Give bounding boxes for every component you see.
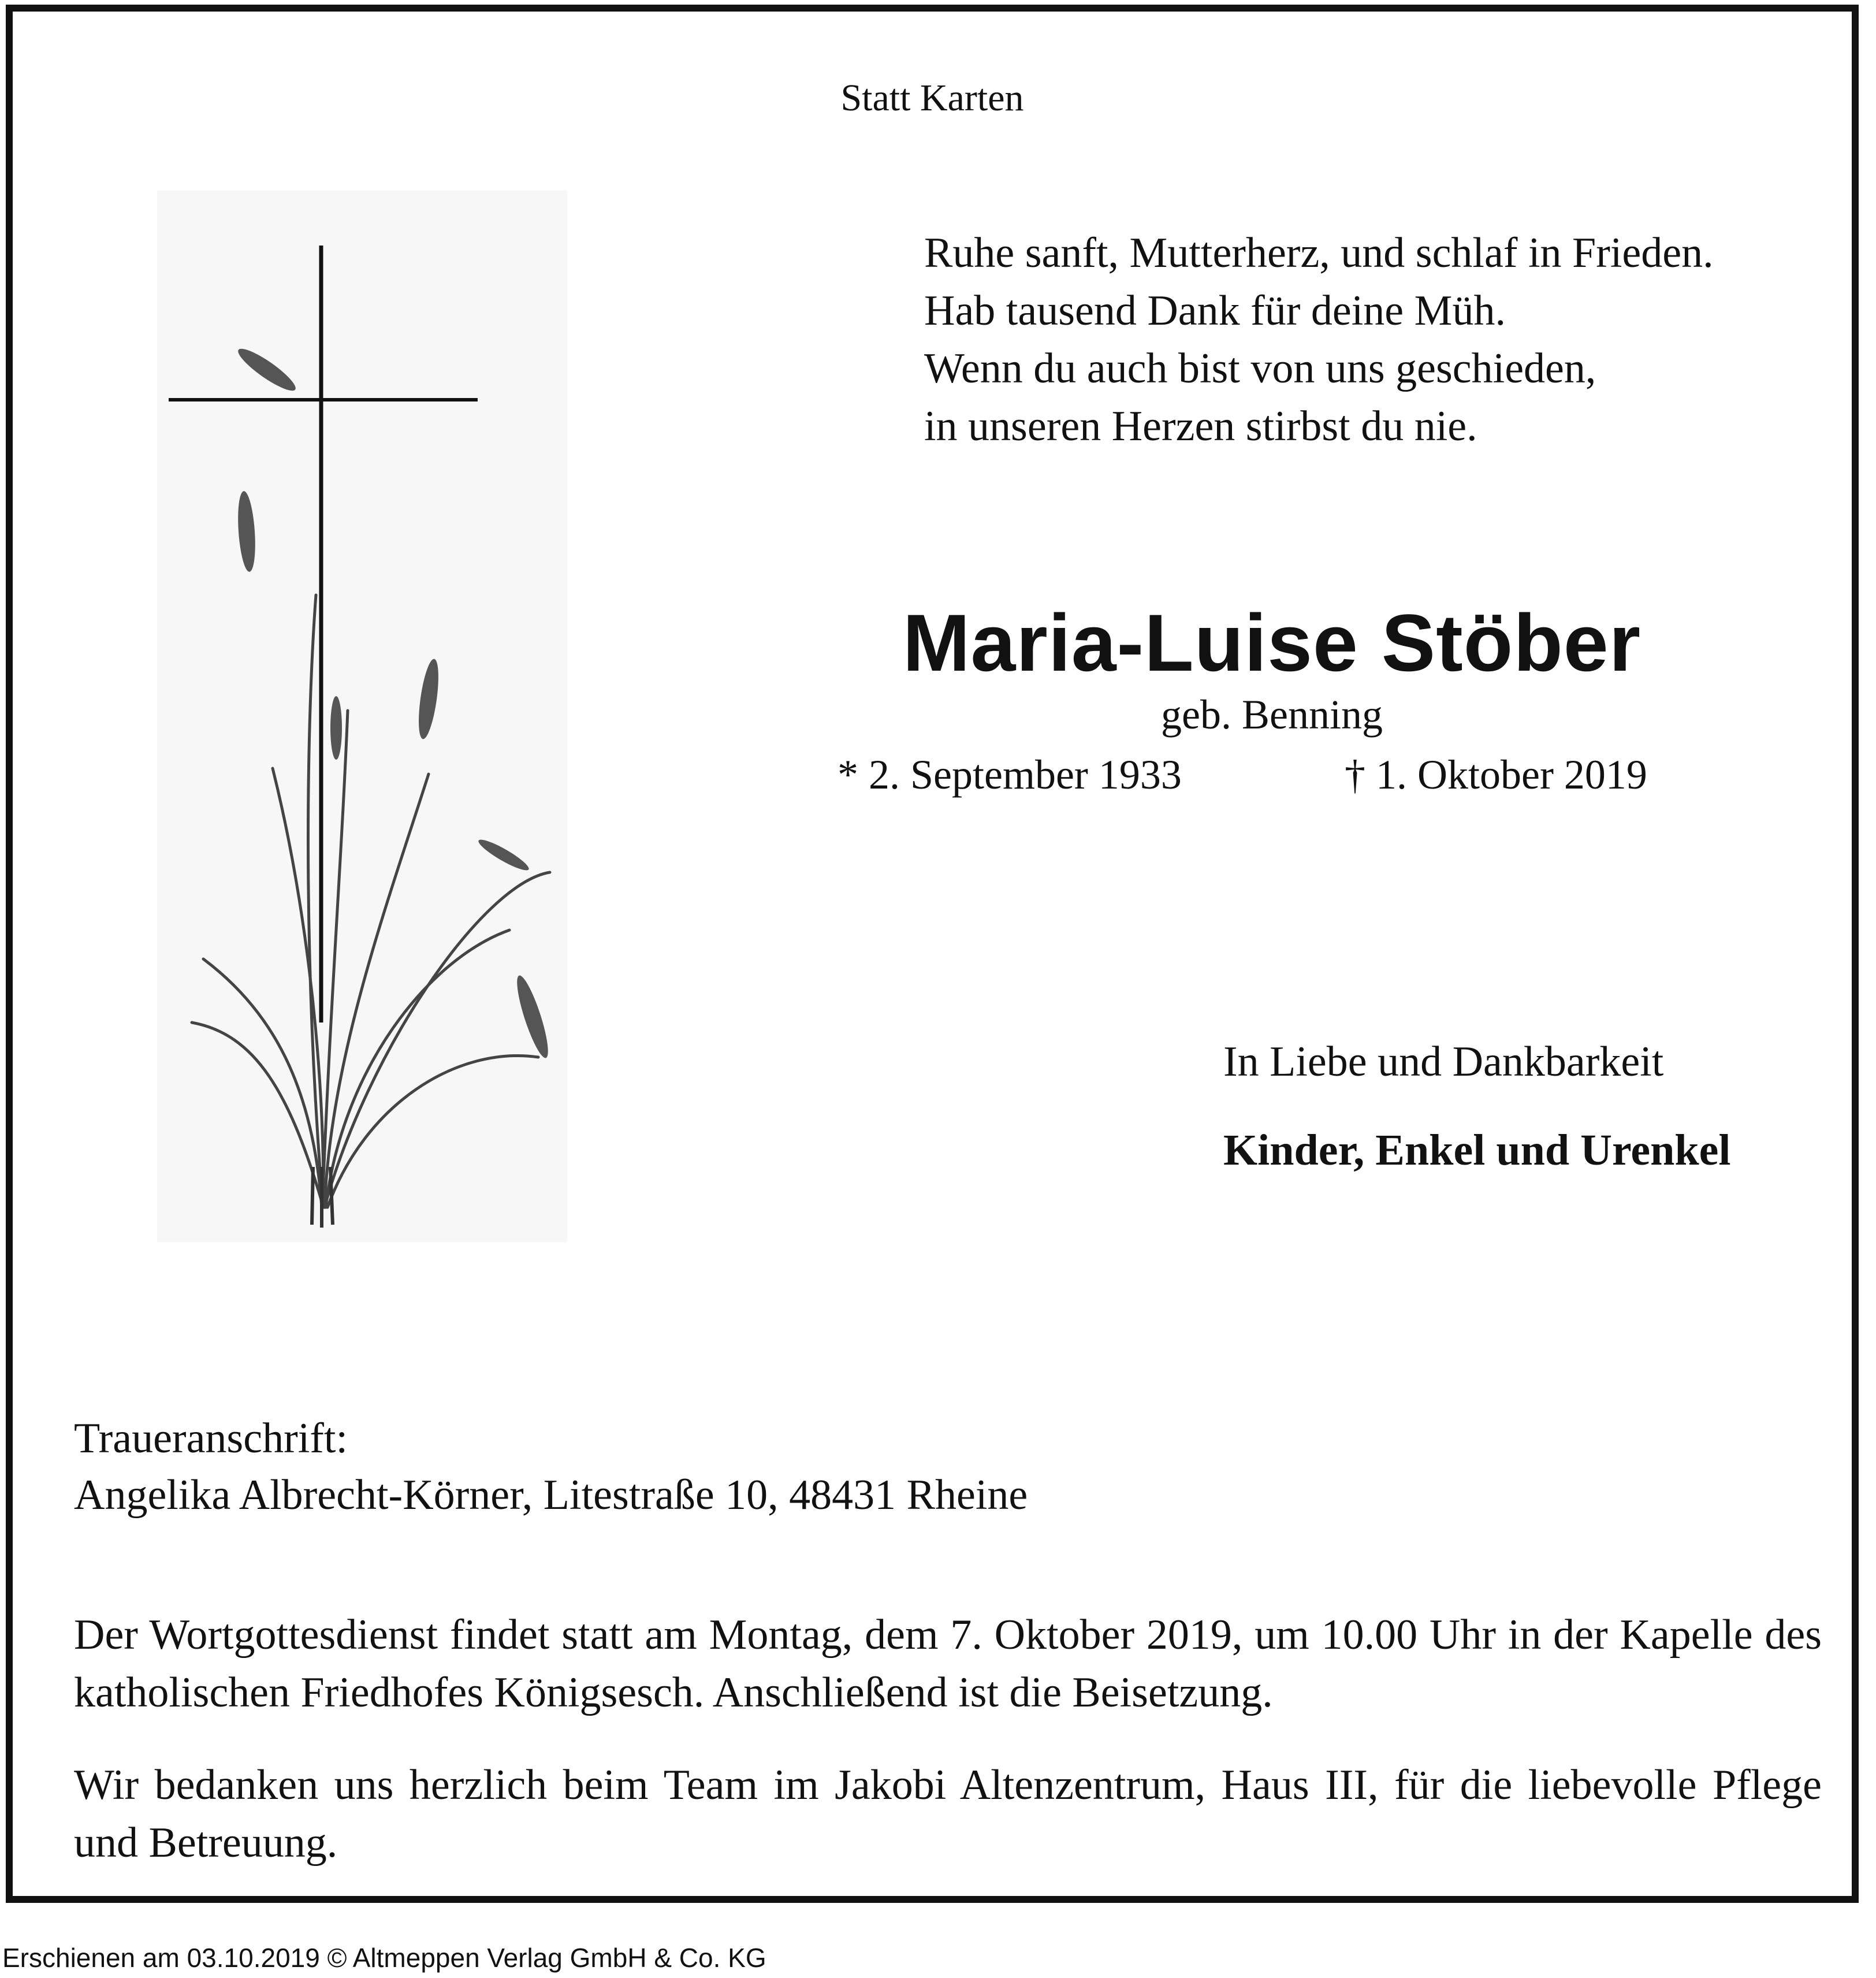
poem-line: Ruhe sanft, Mutterherz, und schlaf in Frieden.: [924, 229, 1714, 277]
birth-date: * 2. September 1933: [838, 752, 1182, 798]
love-line: In Liebe und Dankbarkeit: [1223, 1038, 1664, 1085]
thanks-text: Wir bedanken uns herzlich beim Team im Jakobi Altenzentrum, Haus III, für die liebevolle Pflege und Betreuung.: [74, 1761, 1822, 1867]
header-text: Statt Karten: [840, 77, 1024, 119]
mourning-address: Angelika Albrecht-Körner, Litestraße 10, 48431 Rheine: [74, 1471, 1028, 1519]
deceased-name: Maria-Luise Stöber: [902, 597, 1642, 688]
publication-footer: Erschienen am 03.10.2019 © Altmeppen Verlag GmbH & Co. KG: [2, 1943, 766, 1973]
death-date: † 1. Oktober 2019: [1345, 752, 1647, 798]
poem: [924, 224, 1714, 455]
poem-line: in unseren Herzen stirbst du nie.: [924, 403, 1477, 450]
service-info: Der Wortgottesdienst findet statt am Montag, dem 7. Oktober 2019, um 10.00 Uhr in der Kapelle des katholischen Friedhofes Königsesch. Anschließend ist die Beisetzung.: [74, 1611, 1822, 1716]
poem-line: Wenn du auch bist von uns geschieden,: [924, 345, 1596, 392]
poem-line: Hab tausend Dank für deine Müh.: [924, 287, 1506, 334]
maiden-name: geb. Benning: [1161, 691, 1383, 738]
family-signature: Kinder, Enkel und Urenkel: [1223, 1126, 1731, 1174]
obituary-notice: [6, 5, 1859, 1903]
cross-with-grass-icon: [157, 191, 567, 1242]
address-heading: Traueranschrift:: [74, 1415, 348, 1462]
